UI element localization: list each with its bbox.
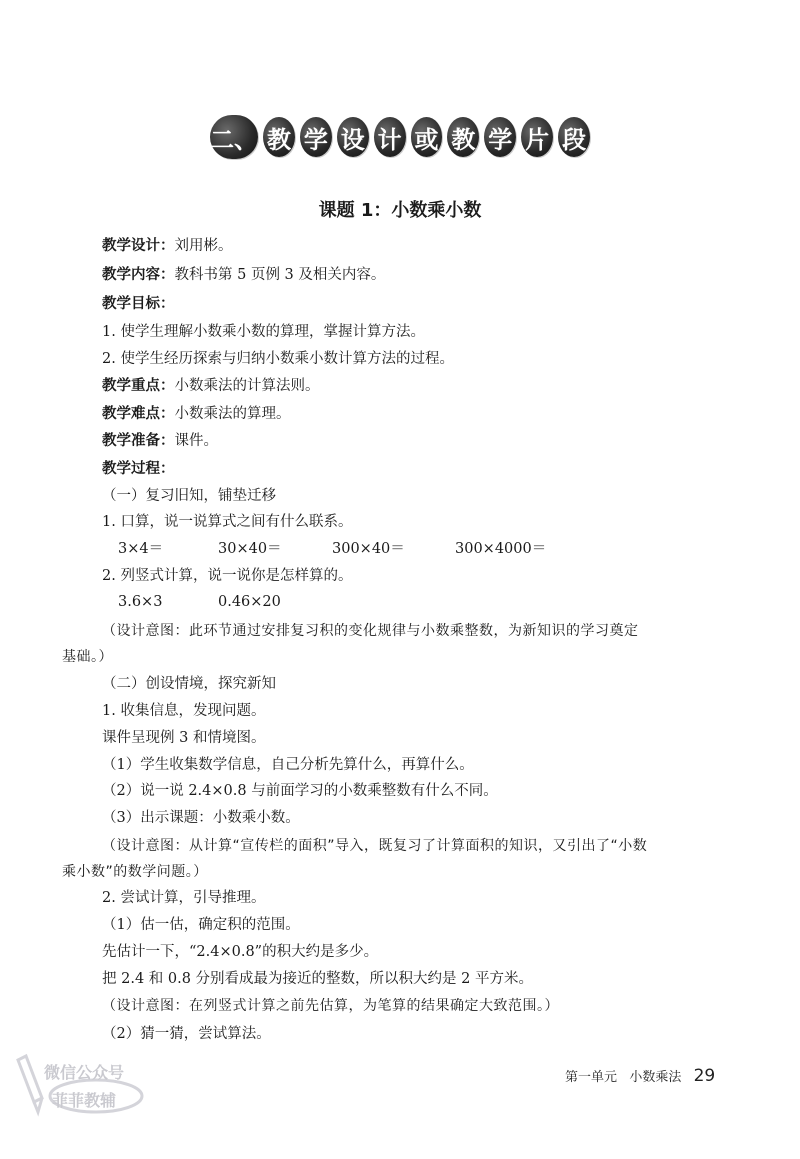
designer-line: 教学设计：刘用彬。	[102, 238, 233, 254]
expression: 0.46×20	[218, 594, 281, 610]
step-vertical-calc: 2. 列竖式计算，说一说你是怎样算的。	[102, 568, 353, 584]
step-try-calc: 2. 尝试计算，引导推理。	[102, 890, 266, 906]
design-note-cont: 乘小数”的数学问题。）	[62, 864, 208, 880]
banner-char: 学	[484, 117, 516, 157]
design-note-cont: 基础。）	[62, 649, 113, 665]
goal-1: 1. 使学生理解小数乘小数的算理，掌握计算方法。	[102, 324, 425, 340]
banner-char: 或	[411, 117, 443, 157]
design-note: （设计意图：在列竖式计算之前先估算，为笔算的结果确定大致范围。）	[102, 998, 559, 1014]
sub-step: （2）猜一猜，尝试算法。	[102, 1026, 271, 1042]
key-point-line: 教学重点：小数乘法的计算法则。	[102, 378, 320, 394]
step-collect-info: 1. 收集信息，发现问题。	[102, 703, 266, 719]
sub-step: （1）学生收集数学信息，自己分析先算什么，再算什么。	[102, 757, 474, 773]
content-line: 教学内容：教科书第 5 页例 3 及相关内容。	[102, 267, 386, 283]
footer-unit: 第一单元	[565, 1070, 618, 1085]
section-1-heading: （一）复习旧知，铺垫迁移	[102, 488, 276, 504]
goal-2: 2. 使学生经历探索与归纳小数乘小数计算方法的过程。	[102, 351, 454, 367]
page-number: 29	[693, 1066, 716, 1086]
expression: 30×40＝	[218, 541, 282, 557]
design-note: （设计意图：此环节通过安排复习积的变化规律与小数乘整数，为新知识的学习奠定	[102, 623, 639, 639]
sub-step: （3）出示课题：小数乘小数。	[102, 810, 300, 826]
expression: 3×4＝	[118, 541, 164, 557]
banner-char: 二、	[210, 115, 258, 159]
footer-topic: 小数乘法	[629, 1070, 682, 1085]
watermark-line1: 微信公众号	[44, 1063, 125, 1082]
difficulty-line: 教学难点：小数乘法的算理。	[102, 406, 291, 422]
expression: 3.6×3	[118, 594, 163, 610]
expression: 300×40＝	[332, 541, 405, 557]
lesson-title: 课题 1：小数乘小数	[318, 200, 482, 221]
sub-step: （1）估一估，确定积的范围。	[102, 917, 300, 933]
banner-char: 教	[447, 117, 479, 157]
paragraph: 课件呈现例 3 和情境图。	[102, 730, 266, 746]
banner-char: 学	[300, 117, 332, 157]
design-note: （设计意图：从计算“宣传栏的面积”导入，既复习了计算面积的知识，又引出了“小数	[102, 838, 648, 854]
watermark-line2: 菲菲教辅	[52, 1091, 117, 1110]
banner-char: 计	[374, 117, 406, 157]
banner-char: 片	[521, 117, 553, 157]
section-2-heading: （二）创设情境，探究新知	[102, 676, 276, 692]
sub-step: （2）说一说 2.4×0.8 与前面学习的小数乘整数有什么不同。	[102, 783, 498, 799]
step-oral-calc: 1. 口算，说一说算式之间有什么联系。	[102, 514, 353, 530]
paragraph: 把 2.4 和 0.8 分别看成最为接近的整数，所以积大约是 2 平方米。	[102, 971, 533, 987]
banner-char: 设	[337, 117, 369, 157]
process-heading: 教学过程：	[102, 461, 175, 477]
banner-char: 段	[558, 117, 590, 157]
paragraph: 先估计一下，“2.4×0.8”的积大约是多少。	[102, 944, 379, 960]
banner-char: 教	[263, 117, 295, 157]
page-footer	[565, 1066, 715, 1086]
goals-heading: 教学目标：	[102, 296, 175, 312]
watermark	[8, 1052, 148, 1128]
preparation-line: 教学准备：课件。	[102, 433, 218, 449]
section-banner	[210, 114, 590, 160]
expression: 300×4000＝	[455, 541, 547, 557]
